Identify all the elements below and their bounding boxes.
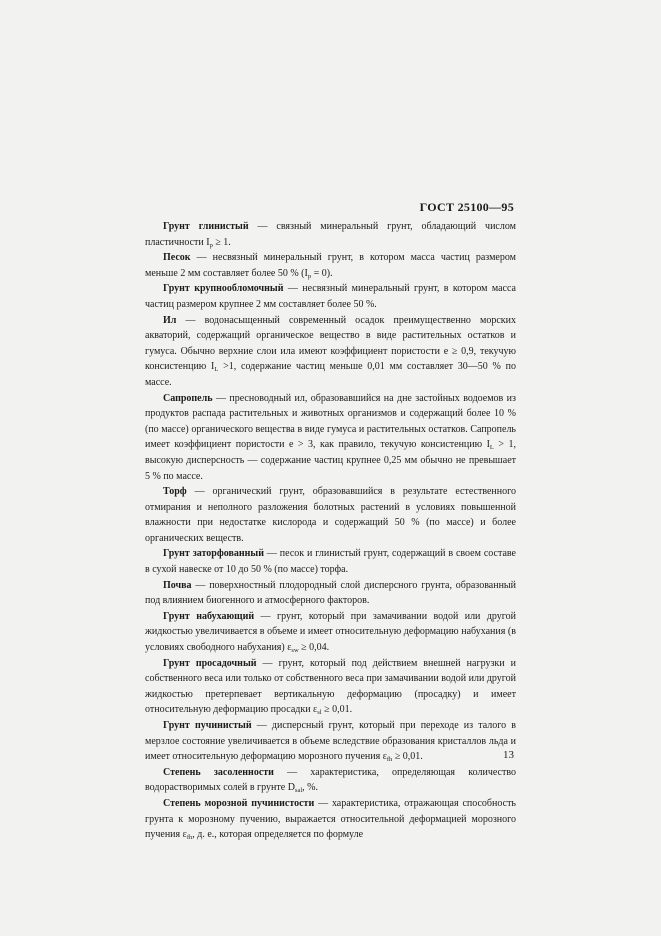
definition-text: — несвязный минеральный грунт, в котором масса частиц размером меньше 2 мм составляет более 50 % (I <box>145 252 516 279</box>
definition-paragraph <box>145 281 516 312</box>
definition-text: — песок и глинистый грунт, содержащий в своем составе в сухой навеске от 10 до 50 % (по массе) торфа. <box>145 548 516 576</box>
term: Песок <box>163 252 191 264</box>
definition-paragraph <box>145 219 516 250</box>
definition-tail: ≥ 0,01. <box>392 751 423 763</box>
term: Ил <box>163 314 177 326</box>
subscript: fh <box>386 756 393 764</box>
term: Грунт глинистый <box>163 221 249 232</box>
definition-tail: ≥ 0,01. <box>321 704 353 716</box>
definition-text: — характеристика, определяющая количество водорастворимых солей в грунте D <box>145 766 516 794</box>
definition-paragraph <box>145 484 516 546</box>
term: Грунт крупнообломочный <box>163 283 284 295</box>
definition-paragraph <box>145 765 516 796</box>
subscript: fh <box>186 834 193 842</box>
term: Степень морозной пучинистости <box>163 797 315 809</box>
subscript: p <box>209 241 213 249</box>
definition-tail: = 0). <box>311 267 333 279</box>
definition-paragraph <box>145 391 516 485</box>
subscript: sw <box>291 647 299 655</box>
page-number: 13 <box>503 749 514 761</box>
document-header: ГОСТ 25100—95 <box>419 200 514 214</box>
definition-tail: > 1, высокую дисперсность — содержание частиц крупнее 0,25 мм обычно не превышает 5 % по массе. <box>145 439 517 482</box>
definition-text: — связный минеральный грунт, обладающий числом пластичности I <box>145 221 517 248</box>
definition-text: — несвязный минеральный грунт, в котором масса частиц размером крупнее 2 мм составляет более 50 %. <box>145 283 516 310</box>
term: Грунт заторфованный <box>163 548 264 560</box>
definition-tail: , д. е., которая определяется по формуле <box>192 829 364 841</box>
term: Степень засоленности <box>163 766 274 778</box>
term: Грунт просадочный <box>163 657 257 669</box>
definition-tail: ≥ 0,04. <box>298 642 330 654</box>
definition-text: — пресноводный ил, образовавшийся на дне застойных водоемов из продуктов распада растительных и животных организмов и содержащий более 10 % (по массе) органического вещества в виде гумуса и растительных остатков. Сапропель имеет коэффициент пористости e > 3, как правило, текучую консистенцию I <box>145 392 516 451</box>
definition-paragraph <box>145 578 516 609</box>
term: Грунт пучинистый <box>163 720 252 731</box>
definition-text: — дисперсный грунт, который при переходе из талого в мерзлое состояние увеличивается в объеме вследствие образования кристаллов льда и имеет относительную деформацию морозного пучения ε <box>145 720 516 763</box>
definition-paragraph <box>145 546 516 577</box>
definition-text: — грунт, который при замачивании водой или другой жидкостью увеличивается в объеме и имеет относительную деформацию набухания (в условиях свободного набухания) ε <box>145 610 516 654</box>
definition-text: — характеристика, отражающая способность грунта к морозному пучению, выражается относительной деформацией морозного пучения ε <box>145 797 516 841</box>
definition-paragraph <box>145 609 516 656</box>
definition-text: — органический грунт, образовавшийся в результате естественного отмирания и неполного разложения болотных растений в условиях повышенной влажности при недостатке кислорода и содержащий 50 % (по массе) и более органических веществ. <box>145 486 516 544</box>
definitions-body <box>145 219 516 843</box>
term: Сапропель <box>163 392 213 404</box>
definition-text: — грунт, который под действием внешней нагрузки и собственного веса или только от собственного веса при замачивании водой или другой жидкостью претерпевает вертикальную деформацию (просадку) и имеет относительную деформацию просадки ε <box>145 657 516 716</box>
subscript: L <box>489 444 494 452</box>
term: Торф <box>163 486 187 498</box>
term: Грунт набухающий <box>163 610 255 622</box>
subscript: p <box>307 272 312 280</box>
subscript: sal <box>294 787 303 795</box>
definition-text: — поверхностный плодородный слой дисперсного грунта, образованный под влиянием биогенного и атмосферного факторов. <box>145 579 516 607</box>
definition-paragraph <box>145 313 516 391</box>
term: Почва <box>163 579 192 591</box>
definition-tail: >1, содержание частиц меньше 0,01 мм составляет 30—50 % по массе. <box>145 361 516 388</box>
definition-tail: , %. <box>302 782 318 794</box>
definition-paragraph <box>145 718 516 765</box>
definition-text: — водонасыщенный современный осадок преимущественно морских акваторий, содержащий органическое вещество в виде растительных остатков и гумуса. Обычно верхние слои ила имеют коэффициент пористости e ≥ 0,9, текучую консистенцию I <box>145 314 516 373</box>
definition-paragraph <box>145 796 516 843</box>
definition-tail: ≥ 1. <box>212 236 231 248</box>
definition-paragraph <box>145 250 516 281</box>
subscript: L <box>214 366 219 374</box>
subscript: sl <box>317 709 322 717</box>
definition-paragraph <box>145 656 516 718</box>
